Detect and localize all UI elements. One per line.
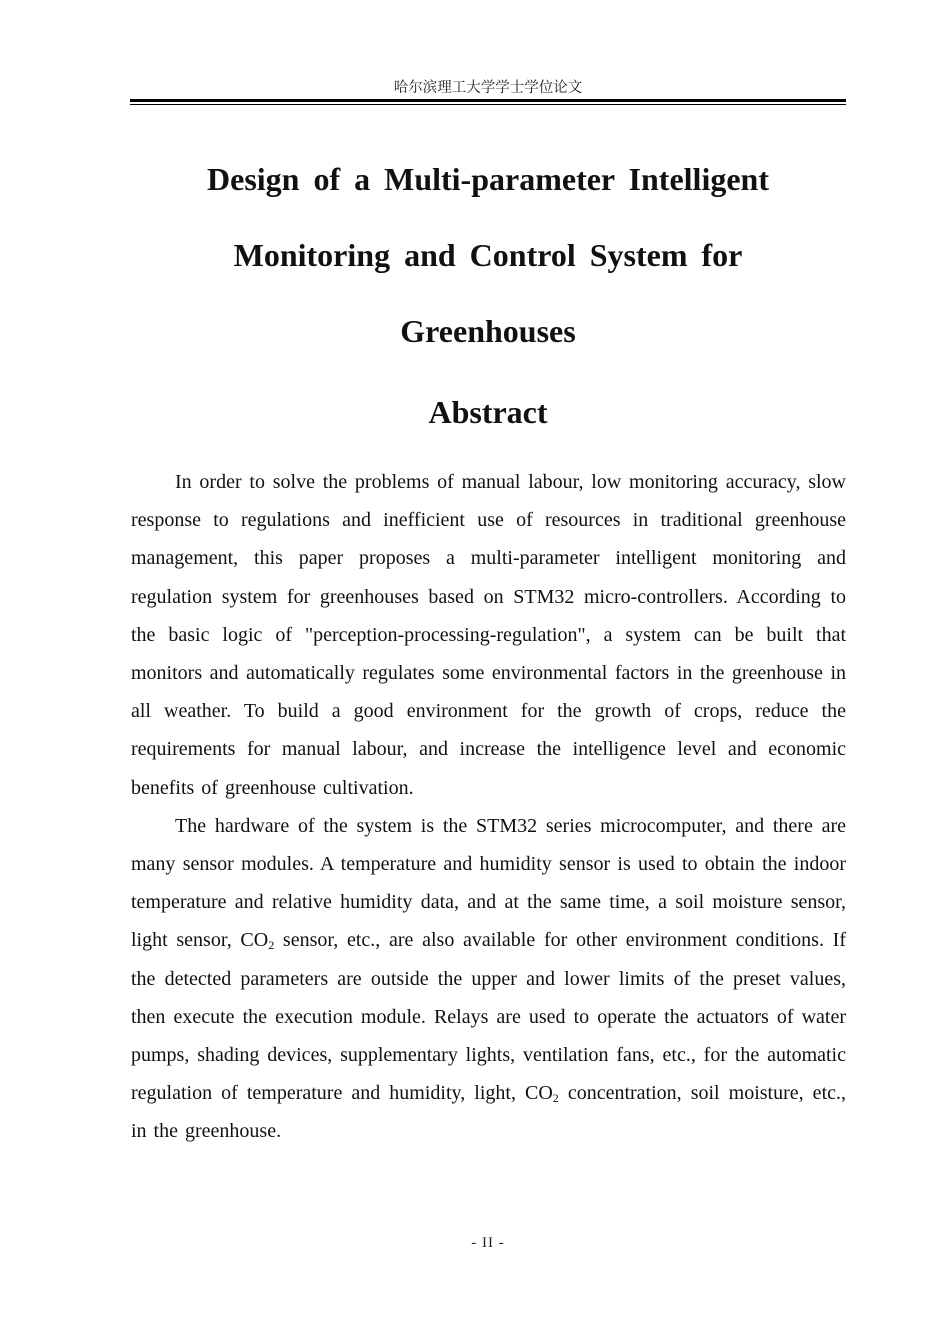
running-header: 哈尔滨理工大学学士学位论文 bbox=[393, 80, 583, 96]
paragraph-2-text-b: sensor, etc., are also available for other environment conditions. If the detected parameters are outside the upper and lower limits of the preset values, then execute the execution module. Relays are used to operate the actuators of water pumps, shading devices, supplementary lights, ventilation fans, etc., for the automatic regulation of temperature and humidity, light, CO bbox=[131, 929, 846, 1105]
co2-subscript: 2 bbox=[552, 1091, 559, 1106]
title-line-2: Monitoring and Control System for bbox=[233, 237, 743, 273]
abstract-paragraph-1: In order to solve the problems of manual labour, low monitoring accuracy, slow response to regulations and inefficient use of resources in traditional greenhouse management, this paper proposes a multi-parameter intelligent monitoring and regulation system for greenhouses based on STM32 micro-controllers. According to the basic logic of "perception-processing-regulation", a system can be built that monitors and automatically regulates some environmental factors in the greenhouse in all weather. To build a good environment for the growth of crops, reduce the requirements for manual labour, and increase the intelligence level and economic benefits of greenhouse cultivation. bbox=[131, 471, 846, 799]
header-rule-thin bbox=[130, 104, 846, 105]
abstract-paragraph-2 bbox=[131, 807, 846, 1151]
abstract-body bbox=[131, 463, 846, 1151]
paragraph-2-text-c: concentration, soil moisture, etc., in the greenhouse. bbox=[131, 1082, 846, 1143]
abstract-heading: Abstract bbox=[428, 394, 548, 430]
title-line-3: Greenhouses bbox=[400, 313, 576, 349]
title-line-1: Design of a Multi-parameter Intelligent bbox=[207, 161, 769, 197]
thesis-title bbox=[130, 141, 846, 369]
paragraph-2-text-a: The hardware of the system is the STM32 series microcomputer, and there are many sensor modules. A temperature and humidity sensor is used to obtain the indoor temperature and relative humidity data, and at the same time, a soil moisture sensor, light sensor, CO bbox=[131, 814, 846, 952]
page-number: - II - bbox=[471, 1235, 505, 1251]
co2-subscript: 2 bbox=[268, 938, 275, 953]
header-rule-thick bbox=[130, 99, 846, 102]
